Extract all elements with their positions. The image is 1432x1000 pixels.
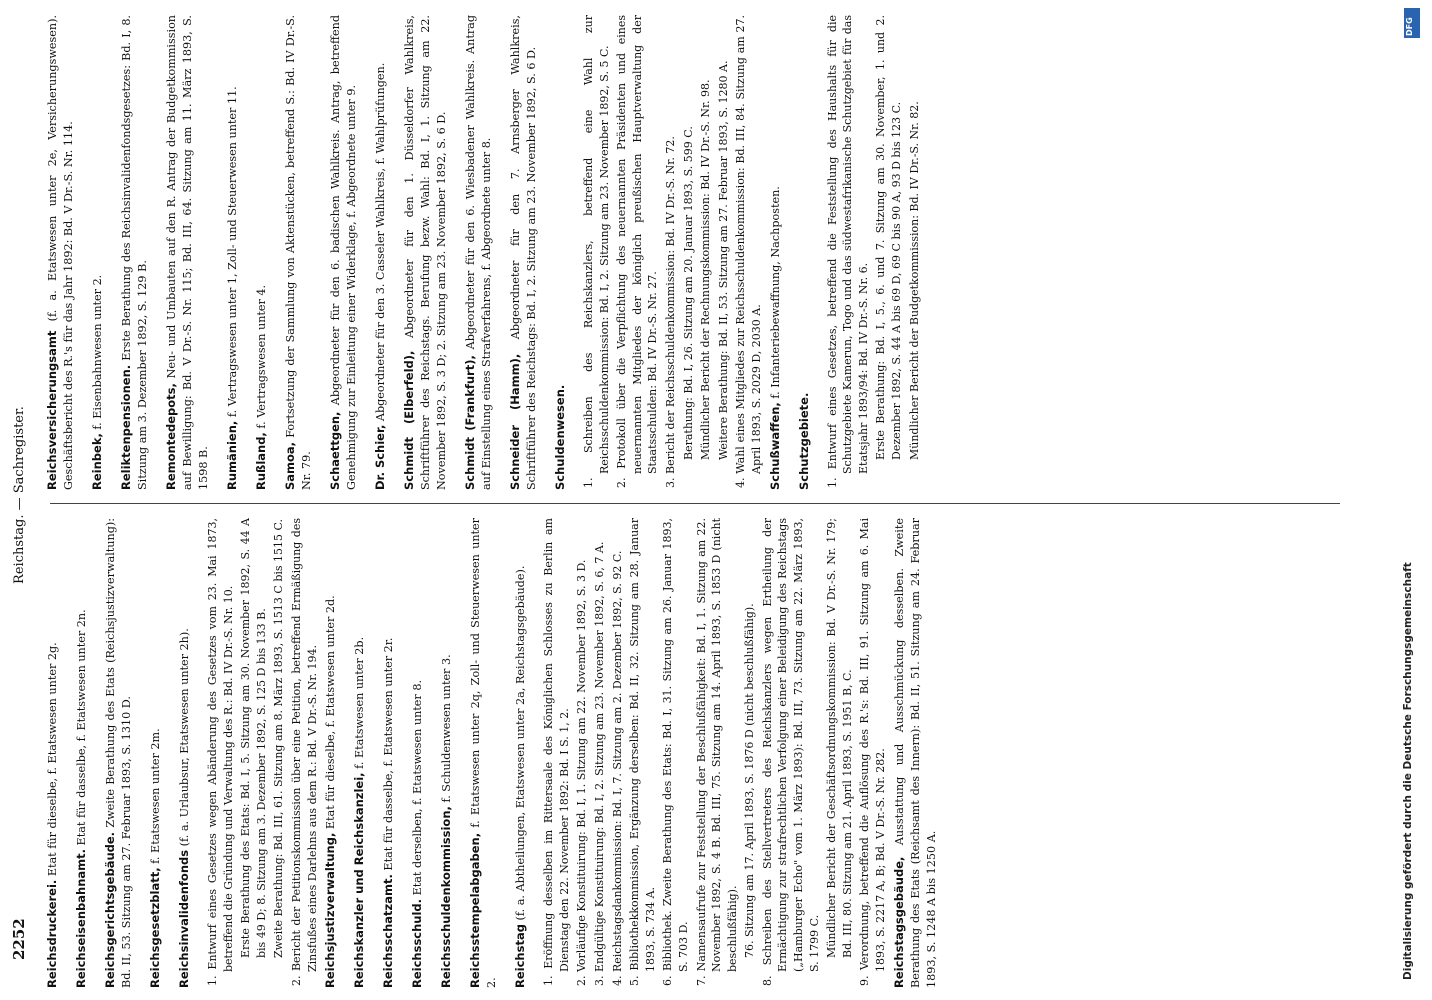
sub-entry: 2. Protokoll über die Verpflichtung des neuernannten Präsidenten und eines neuernannten Mitgliedes der königlich preußischen Hauptverwaltung der Staatsschulden: Bd. IV Dr.-S. Nr. 27. — [615, 15, 660, 488]
continuation-entry: 76. Sitzung am 17. April 1893, S. 1876 D (nicht beschlußfähig). — [743, 603, 757, 958]
entry-headword: Reichsjustizverwaltung, — [323, 832, 338, 988]
sub-entry: 1. Entwurf eines Gesetzes wegen Abänderung des Gesetzes vom 23. Mai 1873, betreffend die Gründung und Verwaltung des R.: Bd. IV Dr.-S. Nr. 10. — [206, 518, 235, 986]
index-entry — [224, 15, 241, 490]
index-entry — [351, 518, 368, 988]
continuation-entry: Zweite Berathung: Bd. III, 61. Sitzung am 8. März 1893, S. 1513 C bis 1515 C. — [272, 518, 286, 958]
entry-text: f. Infanteriebewaffnung, Nachposten. — [768, 186, 782, 399]
entry-text: Erste Berathung des Reichsinvalidenfondsgesetzes: Bd. I, 8. Sitzung am 3. Dezember 1892, S. 129 B. — [120, 15, 149, 490]
entry-text: Fortsetzung der Sammlung von Aktenstücken, betreffend S.: Bd. IV Dr.-S. Nr. 79. — [284, 15, 313, 490]
sub-entry: 6. Bibliothek. Zweite Berathung des Etats: Bd. I, 31. Sitzung am 26. Januar 1893, S. 703 D. — [661, 518, 690, 986]
entry-headword: Reinbek, — [90, 433, 104, 490]
index-entry — [507, 15, 540, 490]
column-divider — [50, 503, 1340, 504]
index-entry — [462, 15, 495, 490]
entry-headword: Dr. Schier, — [373, 424, 387, 490]
entry-headword: Reichsversicherungsamt — [45, 330, 59, 490]
index-entry — [512, 518, 529, 988]
entry-headword: Schaettgen, — [328, 411, 342, 490]
entry-headword: Reichsdruckerei. — [45, 879, 59, 988]
entry-text: Abgeordneter für den 1. Düsseldorfer Wahlkreis, Schriftführer des Reichstags. Berufung bezw. Wahl: Bd. I, 1. Sitzung am 22. November 1892, S. 3 D; 2. Sitzung am 23. November 1892, S. 6 D. — [403, 15, 448, 490]
entry-headword: Schußwaffen, — [767, 402, 782, 490]
sub-entry: 4. Reichstagsdankommission: Bd. I, 7. Sitzung am 2. Dezember 1892, S. 92 C. — [610, 550, 624, 986]
entry-headword: Reichsstempelabgaben, — [468, 832, 483, 988]
index-entry — [767, 15, 784, 490]
index-entry — [796, 15, 813, 490]
entry-text: Abgeordneter für den 3. Casseler Wahlkreis, f. Wahlprüfungen. — [374, 62, 387, 422]
entry-headword: Reichstag — [513, 924, 528, 988]
entry-text: Etat für dieselbe, f. Etatswesen unter 2d. — [324, 595, 338, 830]
sub-entry: 4. Wahl eines Mitgliedes zur Reichsschuldenkommission: Bd. III, 84. Sitzung am 27. April 1893, S. 2029 D, 2030 A. — [734, 15, 763, 488]
index-entry — [44, 15, 77, 490]
index-entry — [73, 518, 90, 988]
entry-headword: Reichsschuldenkommission, — [439, 806, 454, 988]
sub-entry: 1. Schreiben des Reichskanzlers, betreffend eine Wahl zur Reichsschuldenkommission: Bd. I, 2. Sitzung am 23. November 1892, S. 5 C. — [582, 15, 611, 488]
sub-entry: 2. Bericht der Petitionskommission über eine Petition, betreffend Ermäßigung des Zinsfußes eines Darlehns aus dem R.: Bd. V Dr.-S. Nr. 194. — [289, 518, 319, 986]
page-number: 2252 — [10, 918, 28, 960]
index-entry — [163, 15, 212, 490]
entry-headword: Reichsschatzamt. — [381, 874, 396, 988]
entry-text: (f. a. Abtheilungen, Etatswesen unter 2a, Reichstagsgebäude). — [514, 565, 528, 921]
entry-headword: Schmidt (Frankfurt), — [463, 355, 477, 490]
entry-headword: Schutzgebiete. — [796, 392, 811, 490]
sub-entry: 7. Namensaufrufe zur Feststellung der Beschlußfähigkeit: Bd. I, 1. Sitzung am 22. November 1892, S. 4 B. Bd. III, 75. Sitzung am 14. April 1893, S. 1853 D (nicht beschlußfähig). — [694, 518, 739, 986]
sub-entry: 3. Bericht der Reichsschuldenkommission: Bd. IV Dr.-S. Nr. 72. — [663, 136, 677, 488]
funding-credit — [1398, 20, 1424, 980]
entry-text: f. Eisenbahnwesen unter 2. — [91, 274, 104, 430]
entry-text: Etat für dieselbe, f. Etatswesen unter 2g. — [46, 642, 59, 877]
index-entry — [176, 518, 193, 988]
index-entry — [44, 518, 61, 988]
entry-text: Etat für dasselbe, f. Etatswesen unter 2n. — [75, 609, 88, 846]
entry-text: Abgeordneter für den 6. badischen Wahlkreis. Antrag, betreffend Genehmigung zur Einleitung einer Widerklage, f. Abgeordnete unter 9. — [329, 15, 358, 490]
entry-headword: Reichsschuld. — [410, 898, 425, 988]
index-entry — [147, 518, 164, 988]
entry-text: Etat derselben, f. Etatswesen unter 8. — [411, 680, 425, 896]
entry-text: f. Etatswesen unter 2q, Zoll- und Steuerwesen unter 2. — [469, 518, 499, 988]
index-entry — [253, 15, 270, 490]
index-entry — [89, 15, 106, 490]
entry-headword: Samoa, — [283, 441, 297, 490]
index-entry — [380, 518, 397, 988]
running-title: Reichstag. — Sachregister. — [12, 406, 27, 584]
entry-headword: Rumänien, — [225, 420, 239, 490]
index-entry — [372, 15, 389, 490]
dfg-logo: DFG — [1404, 8, 1420, 38]
funding-credit-text: Digitalisierung gefördert durch die Deutsche Forschungsgemeinschaft — [1402, 562, 1414, 980]
index-entry — [891, 518, 940, 988]
sub-entry: 2. Vorläufige Konstituirung: Bd. I, 1. Sitzung am 22. November 1892, S. 3 D. — [575, 559, 589, 986]
entry-text: f. Vertragswesen unter 4. — [255, 284, 268, 429]
left-column — [44, 518, 1344, 988]
entry-headword: Reichsinvalidenfonds — [177, 849, 191, 988]
entry-text: Ausstattung und Ausschmückung desselben. Zweite Berathung des Etats (Reichsamt des Innern): Bd. II, 51. Sitzung am 24. Februar 1893, S. 1248 A bis 1250 A. — [892, 518, 938, 988]
continuation-entry: Erste Berathung des Etats: Bd. I, 5. Sitzung am 30. November 1892, S. 44 A bis 49 D; 8. Sitzung am 3. Dezember 1892, S. 125 D bis 133 B. — [239, 518, 268, 958]
index-entry — [322, 518, 339, 988]
index-entry — [552, 15, 569, 490]
entry-text: (f. a. Urlaubsur, Etatswesen unter 2h). — [178, 628, 191, 847]
index-entry — [118, 15, 151, 490]
continuation-entry: Mündlicher Bericht der Budgetkommission: Bd. IV Dr.-S. Nr. 82. — [907, 101, 921, 460]
entry-text: f. Etatswesen unter 2m. — [149, 728, 162, 864]
continuation-entry: Weitere Berathung: Bd. II, 53. Sitzung am 27. Februar 1893, S. 1280 A. — [716, 60, 730, 460]
entry-text: Abgeordneter für den 7. Arnsberger Wahlkreis, Schriftführer des Reichstags: Bd. I, 2. Sitzung am 23. November 1892, S. 6 D. — [509, 15, 538, 490]
page-header — [10, 30, 38, 960]
sub-entry: 5. Bibliothekkommission, Ergänzung derselben: Bd. II, 32. Sitzung am 28. Januar 1893, S. 734 A. — [628, 518, 657, 986]
index-entry — [327, 15, 360, 490]
index-entry — [438, 518, 455, 988]
continuation-entry: Erste Berathung: Bd. I, 5., 6. und 7. Sitzung am 30. November, 1. und 2. Dezember 1892, S. 44 A bis 69 D, 69 C bis 90 A, 93 D bis 123 C. — [874, 15, 903, 460]
entry-headword: Reliktenpensionen. — [119, 364, 133, 490]
index-entry — [467, 518, 500, 988]
sub-entry: 8. Schreiben des Stellvertreters des Reichskanzlers wegen Ertheilung der Ermächtigung zur strafrechtlichen Verfolgung einer Beleidigung des Reichstags („Hamburger Echo" vom 1. März 1893): Bd. III, 73. Sitzung am 22. März 1893, S. 1799 C. — [760, 518, 821, 986]
entry-headword: Reichsgesetzblatt, — [148, 867, 162, 988]
index-entry — [401, 15, 450, 490]
sub-entry: 3. Endgültige Konstituirung: Bd. I, 2. Sitzung am 23. November 1892, S. 6, 7 A. — [592, 541, 606, 986]
entry-headword: Schneider (Hamm), — [508, 353, 522, 490]
index-entry — [409, 518, 426, 988]
entry-text: f. Schuldenwesen unter 3. — [440, 654, 454, 803]
index-entry — [102, 518, 135, 988]
entry-text: Etat für dasselbe, f. Etatswesen unter 2r. — [382, 637, 396, 871]
right-column — [44, 15, 1344, 490]
sub-entry: 9. Verordnung, betreffend die Auflösung des R.'s: Bd. III, 91. Sitzung am 6. Mai 1893, S. 2217 A, B; Bd. V Dr.-S. Nr. 282. — [858, 518, 888, 986]
continuation-entry: Mündlicher Bericht der Rechnungskommission: Bd. IV Dr.-S. Nr. 98. — [699, 79, 713, 460]
entry-headword: Reichseisenbahnamt. — [74, 849, 88, 988]
entry-text: (f. a. Etatswesen unter 2e, Versicherungswesen). Geschäftsbericht des R.'s für das Jahr 1892: Bd. V Dr.-S. Nr. 114. — [46, 15, 75, 490]
entry-text: f. Vertragswesen unter 1, Zoll- und Steuerwesen unter 11. — [226, 86, 239, 418]
index-entry — [282, 15, 315, 490]
entry-headword: Schmidt (Elberfeld), — [402, 350, 416, 490]
sub-entry: 1. Eröffnung desselben im Rittersaale des Königlichen Schlosses zu Berlin am Dienstag den 22. November 1892: Bd. I S. 1, 2. — [542, 518, 571, 986]
entry-headword: Reichstagsgebäude, — [891, 856, 906, 988]
entry-text: Abgeordneter für den 6. Wiesbadener Wahlkreis. Antrag auf Einstellung eines Strafverfahrens, f. Abgeordnete unter 8. — [464, 15, 493, 490]
sub-entry: 1. Entwurf eines Gesetzes, betreffend die Feststellung des Haushalts für die Schutzgebiete Kamerun, Togo und das südwestafrikanische Schutzgebiet für das Etatsjahr 1893/94: Bd. IV Dr.-S. Nr. 6. — [825, 15, 870, 488]
entry-headword: Remontedepots, — [164, 383, 178, 490]
continuation-entry: Mündlicher Bericht der Geschäftsordnungskommission: Bd. V Dr.-S. Nr. 179; Bd. III, 80. Sitzung am 21. April 1893, S. 1951 B, C. — [825, 518, 854, 958]
entry-text: Neu- und Umbauten auf den R. Antrag der Budgetkommission auf Bewilligung: Bd. V Dr.-S. Nr. 115; Bd. III, 64. Sitzung am 11. März 1893, S. 1598 B. — [165, 15, 210, 490]
entry-text: Zweite Berathung des Etats (Reichsjustizverwaltung): Bd. II, 53. Sitzung am 27. Februar 1893, S. 1310 D. — [104, 518, 133, 988]
entry-headword: Reichskanzler und Reichskanzlei, — [352, 772, 367, 988]
entry-headword: Reichsgerichtsgebäude. — [103, 831, 117, 988]
entry-headword: Schuldenwesen. — [553, 384, 567, 490]
entry-text: f. Etatswesen unter 2b. — [353, 636, 367, 769]
continuation-entry: Berathung: Bd. I, 26. Sitzung am 20. Januar 1893, S. 599 C. — [681, 126, 695, 460]
entry-headword: Rußland, — [254, 432, 268, 490]
